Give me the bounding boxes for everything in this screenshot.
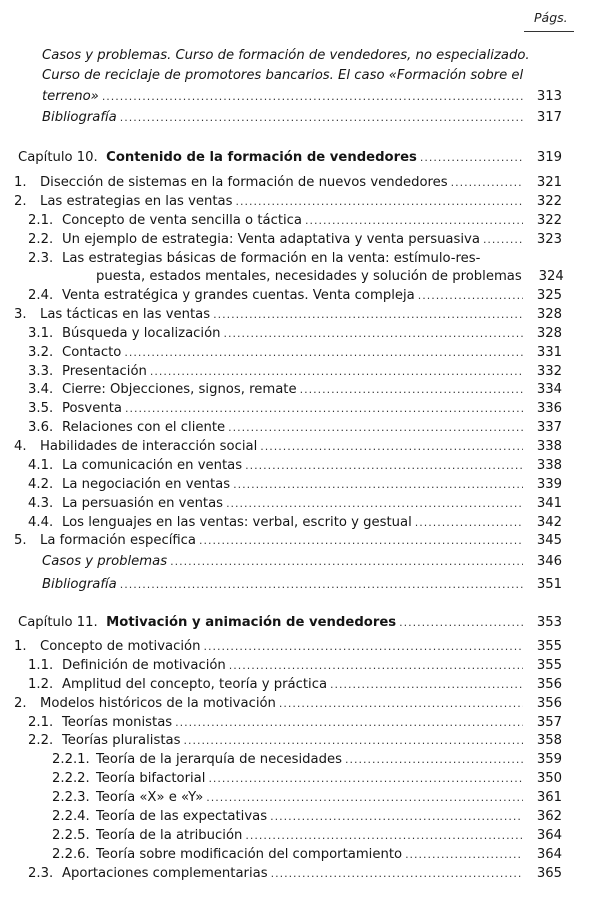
dot-leader bbox=[208, 769, 523, 788]
toc-page-number: 338 bbox=[536, 458, 562, 473]
toc-entry-title: Las estrategias básicas de formación en la venta: estímulo-res- bbox=[62, 251, 481, 266]
toc-entry-row bbox=[42, 108, 562, 127]
dot-leader bbox=[260, 437, 523, 456]
toc-entry-title: puesta, estados mentales, necesidades y solución de problemas bbox=[96, 269, 522, 284]
toc-page-number: 332 bbox=[536, 364, 562, 379]
toc-entry-number: 2.1. bbox=[28, 715, 54, 730]
dot-leader bbox=[203, 637, 523, 656]
toc-entry-title: Venta estratégica y grandes cuentas. Venta compleja bbox=[62, 288, 415, 303]
toc-entry-title: La comunicación en ventas bbox=[62, 458, 243, 473]
toc-entry-row bbox=[14, 694, 562, 713]
toc-entry-row bbox=[42, 87, 562, 106]
dot-leader bbox=[270, 807, 523, 826]
dot-leader bbox=[224, 324, 524, 343]
toc-entry-row bbox=[52, 807, 562, 826]
toc-page-number: 356 bbox=[536, 677, 562, 692]
toc-entry-row bbox=[28, 418, 562, 437]
toc-entry-row bbox=[28, 230, 562, 249]
toc-entry-title: Búsqueda y localización bbox=[62, 326, 221, 341]
toc-entry-number: 2.2.6. bbox=[52, 847, 90, 862]
toc-page-number: 325 bbox=[536, 288, 562, 303]
dot-leader bbox=[300, 380, 523, 399]
dot-leader bbox=[199, 531, 523, 550]
dot-leader bbox=[206, 788, 523, 807]
toc-entry-number: 3.3. bbox=[28, 364, 54, 379]
toc-entry-number: 1. bbox=[14, 175, 27, 190]
toc-entry-row bbox=[52, 826, 562, 845]
toc-entry-title: Teorías pluralistas bbox=[62, 733, 181, 748]
chapter-number: Capítulo 11. bbox=[18, 615, 107, 630]
toc-page-number: 331 bbox=[536, 345, 562, 360]
toc-entry-title: Disección de sistemas en la formación de nuevos vendedores bbox=[40, 175, 448, 190]
dot-leader bbox=[345, 750, 523, 769]
toc-entry-row bbox=[28, 399, 562, 418]
dot-leader bbox=[175, 713, 523, 732]
toc-entry-title: Los lenguajes en las ventas: verbal, escrito y gestual bbox=[62, 515, 412, 530]
toc-entry-number: 2.2.3. bbox=[52, 790, 90, 805]
dot-leader bbox=[233, 475, 523, 494]
dot-leader bbox=[226, 494, 523, 513]
chapter-title: Motivación y animación de vendedores bbox=[106, 615, 397, 630]
toc-entry-row bbox=[28, 249, 562, 268]
toc-page-number: 313 bbox=[536, 89, 562, 104]
toc-entry-row bbox=[28, 456, 562, 475]
toc-page-number: 334 bbox=[536, 382, 562, 397]
toc-entry-title: Las tácticas en las ventas bbox=[40, 307, 211, 322]
dot-leader bbox=[279, 694, 523, 713]
toc-chapter-row bbox=[18, 148, 562, 167]
dot-leader bbox=[245, 826, 523, 845]
chapter-number: Capítulo 10. bbox=[18, 150, 107, 165]
toc-page-number: 351 bbox=[536, 577, 562, 592]
toc-page-number: 361 bbox=[536, 790, 562, 805]
toc-entry-row bbox=[28, 494, 562, 513]
dot-leader bbox=[124, 343, 523, 362]
toc-entry-number: 4.4. bbox=[28, 515, 54, 530]
toc-page-number: 322 bbox=[536, 213, 562, 228]
dot-leader bbox=[483, 230, 523, 249]
toc-page-number: 323 bbox=[536, 232, 562, 247]
toc-entry-row bbox=[28, 513, 562, 532]
header-rule bbox=[524, 31, 574, 32]
toc-page-number: 355 bbox=[536, 658, 562, 673]
toc-entry-title: Bibliografía bbox=[42, 110, 117, 125]
dot-leader bbox=[228, 418, 523, 437]
toc-entry-row bbox=[28, 324, 562, 343]
toc-entry-row bbox=[52, 788, 562, 807]
toc-entry-number: 5. bbox=[14, 533, 27, 548]
toc-entry-row bbox=[28, 211, 562, 230]
toc-entry-title: Concepto de venta sencilla o táctica bbox=[62, 213, 302, 228]
toc-entry-title: Casos y problemas. Curso de formación de vendedores, no especializado. bbox=[42, 48, 530, 63]
toc-entry-number: 4.2. bbox=[28, 477, 54, 492]
dot-leader bbox=[170, 552, 523, 571]
dot-leader bbox=[213, 305, 523, 324]
toc-entry-number: 3.6. bbox=[28, 420, 54, 435]
toc-entry-title: Teoría sobre modificación del comportamiento bbox=[96, 847, 403, 862]
toc-entry-row bbox=[28, 675, 562, 694]
dot-leader bbox=[399, 613, 523, 632]
toc-entry-number: 2.1. bbox=[28, 213, 54, 228]
toc-entry-row bbox=[28, 656, 562, 675]
toc-page-number: 342 bbox=[536, 515, 562, 530]
toc-entry-number: 4.3. bbox=[28, 496, 54, 511]
toc-page-number: 328 bbox=[536, 326, 562, 341]
toc-entry-number: 4. bbox=[14, 439, 27, 454]
dot-leader bbox=[235, 192, 523, 211]
dot-leader bbox=[418, 286, 523, 305]
toc-entry-title: Posventa bbox=[62, 401, 122, 416]
dot-leader bbox=[183, 731, 523, 750]
dot-leader bbox=[330, 675, 523, 694]
toc-entry-title: terreno» bbox=[42, 89, 99, 104]
toc-entry-row bbox=[28, 731, 562, 750]
toc-entry-title: Curso de reciclaje de promotores bancarios. El caso «Formación sobre el bbox=[42, 68, 524, 83]
toc-entry-number: 1.1. bbox=[28, 658, 54, 673]
toc-entry-number: 2.3. bbox=[28, 866, 54, 881]
toc-entry-row bbox=[14, 305, 562, 324]
toc-entry-title bbox=[18, 148, 417, 167]
toc-page-number: 365 bbox=[536, 866, 562, 881]
toc-entry-title: Concepto de motivación bbox=[40, 639, 201, 654]
toc-page-number: 356 bbox=[536, 696, 562, 711]
dot-leader bbox=[102, 87, 523, 106]
toc-entry-title: La persuasión en ventas bbox=[62, 496, 224, 511]
toc-entry-number: 2.2. bbox=[28, 733, 54, 748]
toc-entry-title: Habilidades de interacción social bbox=[40, 439, 258, 454]
toc-page-number: 338 bbox=[536, 439, 562, 454]
toc-entry-number: 2.3. bbox=[28, 251, 54, 266]
toc-page-number: 336 bbox=[536, 401, 562, 416]
toc-entry-title: Amplitud del concepto, teoría y práctica bbox=[62, 677, 328, 692]
toc-entry-row bbox=[42, 46, 562, 65]
toc-page-number: 317 bbox=[536, 110, 562, 125]
toc-entry-number: 2.2.1. bbox=[52, 752, 90, 767]
dot-leader bbox=[405, 845, 523, 864]
dot-leader bbox=[415, 513, 523, 532]
toc-entry-number: 3. bbox=[14, 307, 27, 322]
toc-page-number: 362 bbox=[536, 809, 562, 824]
toc-entry-number: 2.4. bbox=[28, 288, 54, 303]
toc-entry-title: Aportaciones complementarias bbox=[62, 866, 268, 881]
toc-entry-number: 2.2.2. bbox=[52, 771, 90, 786]
toc-entry-number: 1.2. bbox=[28, 677, 54, 692]
toc-page-number: 319 bbox=[536, 150, 562, 165]
toc-entry-row bbox=[28, 343, 562, 362]
toc-entry-row bbox=[28, 362, 562, 381]
toc-page-number: 355 bbox=[536, 639, 562, 654]
toc-entry-row bbox=[14, 437, 562, 456]
toc-entry-title: Casos y problemas bbox=[42, 554, 168, 569]
toc-entry-title: Presentación bbox=[62, 364, 147, 379]
toc-entry-row bbox=[52, 750, 562, 769]
dot-leader bbox=[245, 456, 523, 475]
toc-page-number: 358 bbox=[536, 733, 562, 748]
toc-entry-title: Teoría de la jerarquía de necesidades bbox=[96, 752, 342, 767]
toc-page-number: 364 bbox=[536, 828, 562, 843]
dot-leader bbox=[120, 108, 523, 127]
toc-entry-row bbox=[96, 267, 562, 286]
toc-page-number: 339 bbox=[536, 477, 562, 492]
toc-entry-title: Las estrategias en las ventas bbox=[40, 194, 233, 209]
dot-leader bbox=[125, 399, 523, 418]
toc-entry-number: 1. bbox=[14, 639, 27, 654]
toc-entry-title: Definición de motivación bbox=[62, 658, 226, 673]
toc-page-number: 359 bbox=[536, 752, 562, 767]
toc-entry-title: Cierre: Objecciones, signos, remate bbox=[62, 382, 297, 397]
toc-entry-number: 2.2. bbox=[28, 232, 54, 247]
toc-entry-title: Teoría bifactorial bbox=[96, 771, 206, 786]
toc-page-number: 337 bbox=[536, 420, 562, 435]
chapter-title: Contenido de la formación de vendedores bbox=[106, 150, 417, 165]
toc-page-number: 345 bbox=[536, 533, 562, 548]
toc-entry-row bbox=[14, 637, 562, 656]
toc-entry-title: Teoría de las expectativas bbox=[96, 809, 268, 824]
dot-leader bbox=[271, 864, 523, 883]
dot-leader bbox=[420, 148, 523, 167]
dot-leader bbox=[229, 656, 523, 675]
toc-page-number: 357 bbox=[536, 715, 562, 730]
toc-entry-title: Relaciones con el cliente bbox=[62, 420, 226, 435]
dot-leader bbox=[305, 211, 523, 230]
toc-entry-number: 2. bbox=[14, 696, 27, 711]
toc-entry-number: 2.2.4. bbox=[52, 809, 90, 824]
toc-page-number: 324 bbox=[538, 269, 564, 284]
toc-entry-number: 3.5. bbox=[28, 401, 54, 416]
toc-entry-row bbox=[52, 845, 562, 864]
toc-entry-row bbox=[28, 475, 562, 494]
toc-page-number: 321 bbox=[536, 175, 562, 190]
toc-entry-title: La formación específica bbox=[40, 533, 197, 548]
toc-entry-row bbox=[28, 286, 562, 305]
toc-entry-title: Teorías monistas bbox=[62, 715, 173, 730]
toc-entry-row bbox=[52, 769, 562, 788]
toc-entry-title: Teoría «X» e «Y» bbox=[96, 790, 204, 805]
dot-leader bbox=[150, 362, 523, 381]
toc-page-number: 353 bbox=[536, 615, 562, 630]
pages-column-header: Págs. bbox=[534, 10, 568, 25]
toc-page-number: 341 bbox=[536, 496, 562, 511]
toc-entry-title: Un ejemplo de estrategia: Venta adaptativa y venta persuasiva bbox=[62, 232, 480, 247]
toc-entry-number: 3.2. bbox=[28, 345, 54, 360]
toc-entry-title: Contacto bbox=[62, 345, 122, 360]
toc-entry-row bbox=[28, 713, 562, 732]
toc-entry-row bbox=[14, 192, 562, 211]
toc-entry-row bbox=[28, 380, 562, 399]
toc-entry-title: La negociación en ventas bbox=[62, 477, 231, 492]
toc-entry-number: 3.4. bbox=[28, 382, 54, 397]
toc-page-number: 346 bbox=[536, 554, 562, 569]
toc-entry-row bbox=[14, 531, 562, 550]
toc-page-number: 364 bbox=[536, 847, 562, 862]
toc-entry-title: Teoría de la atribución bbox=[96, 828, 243, 843]
toc-entry-number: 2. bbox=[14, 194, 27, 209]
toc-entry-row bbox=[42, 575, 562, 594]
toc-entry-number: 3.1. bbox=[28, 326, 54, 341]
toc-entry-title: Modelos históricos de la motivación bbox=[40, 696, 276, 711]
toc-entry-title: Bibliografía bbox=[42, 577, 117, 592]
toc-page-number: 322 bbox=[536, 194, 562, 209]
dot-leader bbox=[120, 575, 523, 594]
toc-chapter-row bbox=[18, 613, 562, 632]
toc-entry-title bbox=[18, 613, 396, 632]
toc-entry-number: 2.2.5. bbox=[52, 828, 90, 843]
toc-entry-row bbox=[42, 552, 562, 571]
toc-entry-row bbox=[42, 66, 562, 85]
toc-entry-number: 4.1. bbox=[28, 458, 54, 473]
toc-entry-row bbox=[28, 864, 562, 883]
toc-page-number: 350 bbox=[536, 771, 562, 786]
dot-leader bbox=[451, 173, 523, 192]
toc-page-number: 328 bbox=[536, 307, 562, 322]
toc-entry-row bbox=[14, 173, 562, 192]
